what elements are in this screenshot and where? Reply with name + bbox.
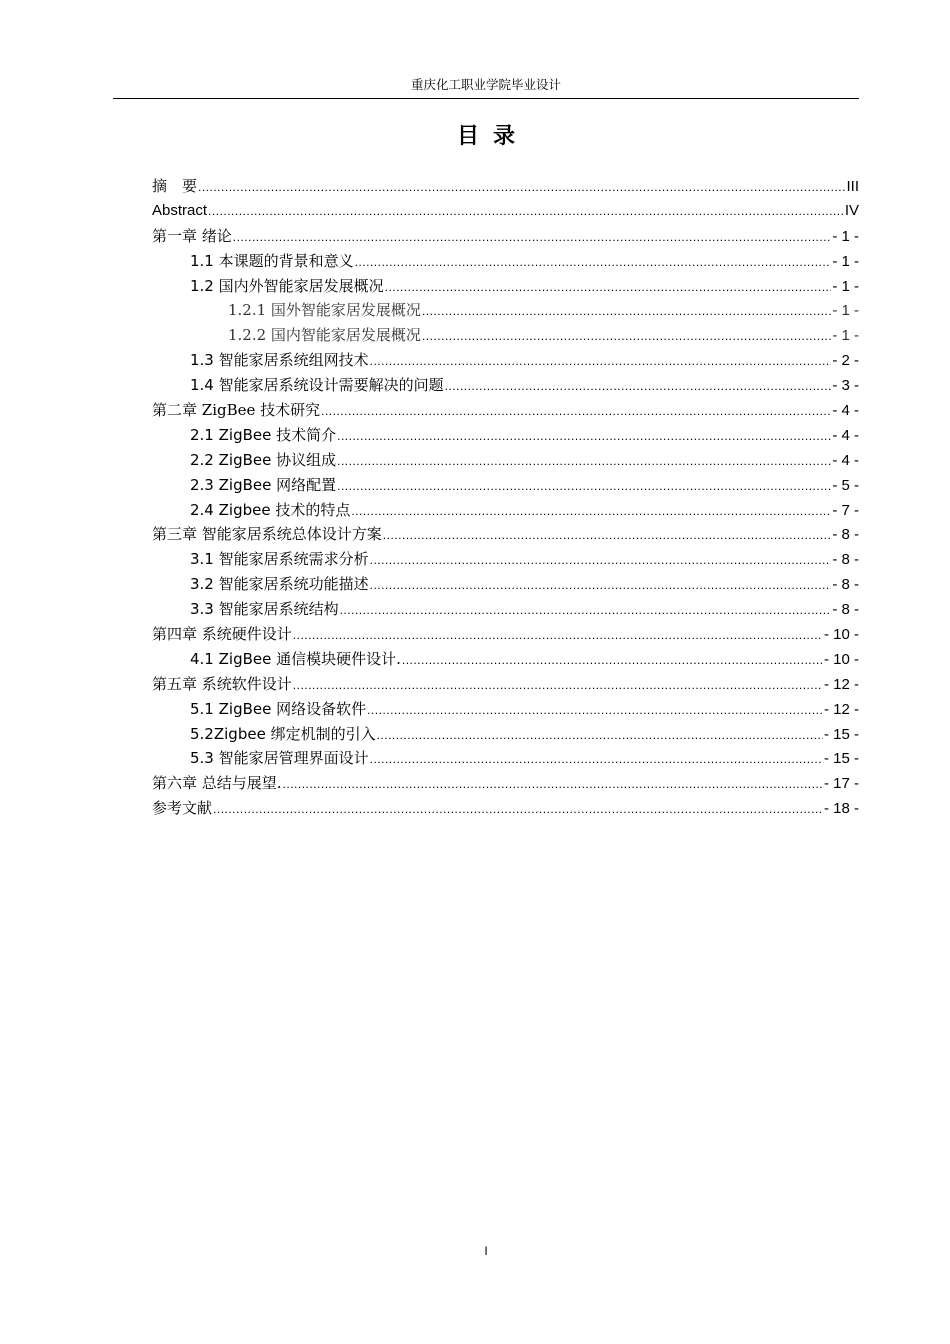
toc-entry[interactable]: [152, 323, 859, 348]
toc-entry[interactable]: [152, 547, 859, 572]
toc-entry-page: - 12 -: [823, 675, 859, 693]
toc-entry-label: 第三章 智能家居系统总体设计方案: [152, 525, 382, 544]
toc-leader-dots: [208, 199, 844, 224]
toc-leader-dots: [402, 648, 823, 673]
toc-leader-dots: [337, 449, 831, 474]
toc-leader-dots: [283, 772, 823, 797]
toc-entry-page: - 1 -: [832, 252, 859, 270]
toc-leader-dots: [213, 797, 823, 822]
toc-entry-page: - 7 -: [832, 501, 859, 519]
toc-entry[interactable]: [152, 298, 859, 323]
toc-entry-page: - 4 -: [832, 402, 859, 420]
toc-entry[interactable]: [152, 199, 859, 224]
toc-entry-label: 2.3 ZigBee 网络配置: [190, 475, 337, 494]
toc-entry-label: 1.1 本课题的背景和意义: [190, 251, 354, 270]
toc-entry-page: - 8 -: [832, 576, 859, 594]
toc-entry-label: 第一章 绪论: [152, 226, 232, 245]
toc-entry-page: - 17 -: [823, 775, 859, 793]
toc-entry[interactable]: [152, 224, 859, 249]
toc-leader-dots: [370, 548, 832, 573]
toc-leader-dots: [422, 324, 831, 349]
toc-entry-page: - 4 -: [832, 426, 859, 444]
toc-entry[interactable]: [152, 672, 859, 697]
toc-leader-dots: [377, 723, 823, 748]
toc-entry[interactable]: [152, 771, 859, 796]
toc-entry-label: 第六章 总结与展望.: [152, 774, 282, 793]
toc-entry-label: 第四章 系统硬件设计: [152, 625, 292, 644]
toc-leader-dots: [445, 374, 832, 399]
toc-entry[interactable]: [152, 373, 859, 398]
toc-entry-page: - 10 -: [823, 626, 859, 644]
toc-entry[interactable]: [152, 597, 859, 622]
toc-entry-label: 5.1 ZigBee 网络设备软件: [190, 699, 367, 718]
toc-entry-page: - 12 -: [823, 700, 859, 718]
toc-leader-dots: [340, 598, 832, 623]
toc-entry-label: 1.2.2 国内智能家居发展概况: [228, 326, 421, 345]
toc-entry[interactable]: [152, 423, 859, 448]
toc-entry[interactable]: [152, 348, 859, 373]
toc-entry-label: 2.1 ZigBee 技术简介: [190, 425, 337, 444]
toc-entry-page: - 10 -: [823, 650, 859, 668]
toc-leader-dots: [383, 523, 832, 548]
toc-leader-dots: [370, 349, 832, 374]
toc-entry-page: - 5 -: [832, 476, 859, 494]
toc-entry-label: 3.3 智能家居系统结构: [190, 600, 339, 619]
toc-entry-page: - 18 -: [823, 800, 859, 818]
toc-entry-page: IV: [844, 201, 859, 219]
toc-entry[interactable]: [152, 249, 859, 274]
toc-entry-label: Abstract: [152, 201, 208, 219]
toc-entry[interactable]: [152, 697, 859, 722]
toc-title: 目录: [456, 123, 529, 149]
table-of-contents: [152, 174, 859, 821]
toc-entry[interactable]: [152, 722, 859, 747]
toc-entry[interactable]: [152, 796, 859, 821]
toc-leader-dots: [370, 747, 823, 772]
toc-leader-dots: [367, 698, 823, 723]
toc-entry-page: - 8 -: [832, 551, 859, 569]
toc-entry-page: - 1 -: [832, 327, 859, 345]
toc-entry-page: - 1 -: [832, 227, 859, 245]
toc-entry[interactable]: [152, 572, 859, 597]
toc-entry[interactable]: [152, 746, 859, 771]
toc-entry-label: 第二章 ZigBee 技术研究: [152, 401, 321, 420]
page-header: 重庆化工职业学院毕业设计: [410, 77, 561, 92]
toc-entry[interactable]: [152, 274, 859, 299]
toc-entry-label: 1.2.1 国外智能家居发展概况: [228, 301, 421, 320]
toc-entry-page: III: [846, 178, 859, 195]
toc-entry-label: 第五章 系统软件设计: [152, 674, 292, 693]
toc-entry-label: 4.1 ZigBee 通信模块硬件设计.: [190, 649, 401, 668]
toc-entry[interactable]: [152, 498, 859, 523]
toc-leader-dots: [351, 499, 831, 524]
toc-leader-dots: [293, 673, 823, 698]
toc-entry[interactable]: [152, 398, 859, 423]
toc-leader-dots: [370, 573, 832, 598]
toc-leader-dots: [233, 225, 832, 250]
toc-entry-page: - 8 -: [832, 526, 859, 544]
toc-entry-label: 3.2 智能家居系统功能描述: [190, 575, 369, 594]
toc-leader-dots: [321, 399, 831, 424]
header-divider: [113, 98, 859, 99]
page-number: I: [484, 1244, 488, 1258]
toc-entry[interactable]: [152, 473, 859, 498]
toc-entry-page: - 3 -: [832, 377, 859, 395]
toc-entry[interactable]: [152, 522, 859, 547]
toc-entry[interactable]: [152, 448, 859, 473]
toc-entry-page: - 15 -: [823, 725, 859, 743]
toc-entry[interactable]: [152, 622, 859, 647]
toc-entry-label: 1.3 智能家居系统组网技术: [190, 351, 369, 370]
toc-entry-page: - 15 -: [823, 750, 859, 768]
toc-entry-label: 1.4 智能家居系统设计需要解决的问题: [190, 376, 444, 395]
toc-entry-label: 摘 要: [152, 177, 198, 195]
toc-leader-dots: [337, 424, 831, 449]
toc-entry[interactable]: [152, 174, 859, 199]
toc-entry-page: - 1 -: [832, 277, 859, 295]
toc-entry-label: 5.3 智能家居管理界面设计: [190, 749, 369, 768]
toc-entry-label: 参考文献: [152, 799, 213, 818]
toc-entry-page: - 4 -: [832, 451, 859, 469]
toc-entry-page: - 2 -: [832, 352, 859, 370]
toc-entry-label: 2.4 Zigbee 技术的特点: [190, 500, 351, 519]
toc-entry-label: 3.1 智能家居系统需求分析: [190, 550, 369, 569]
toc-entry[interactable]: [152, 647, 859, 672]
toc-entry-label: 2.2 ZigBee 协议组成: [190, 450, 337, 469]
toc-entry-page: - 1 -: [832, 302, 859, 320]
toc-entry-label: 1.2 国内外智能家居发展概况: [190, 276, 384, 295]
toc-leader-dots: [355, 250, 832, 275]
toc-leader-dots: [385, 275, 832, 300]
toc-leader-dots: [422, 299, 831, 324]
toc-leader-dots: [293, 623, 823, 648]
toc-leader-dots: [198, 175, 845, 200]
toc-leader-dots: [337, 474, 831, 499]
toc-entry-page: - 8 -: [832, 601, 859, 619]
toc-entry-label: 5.2Zigbee 绑定机制的引入: [190, 724, 376, 743]
